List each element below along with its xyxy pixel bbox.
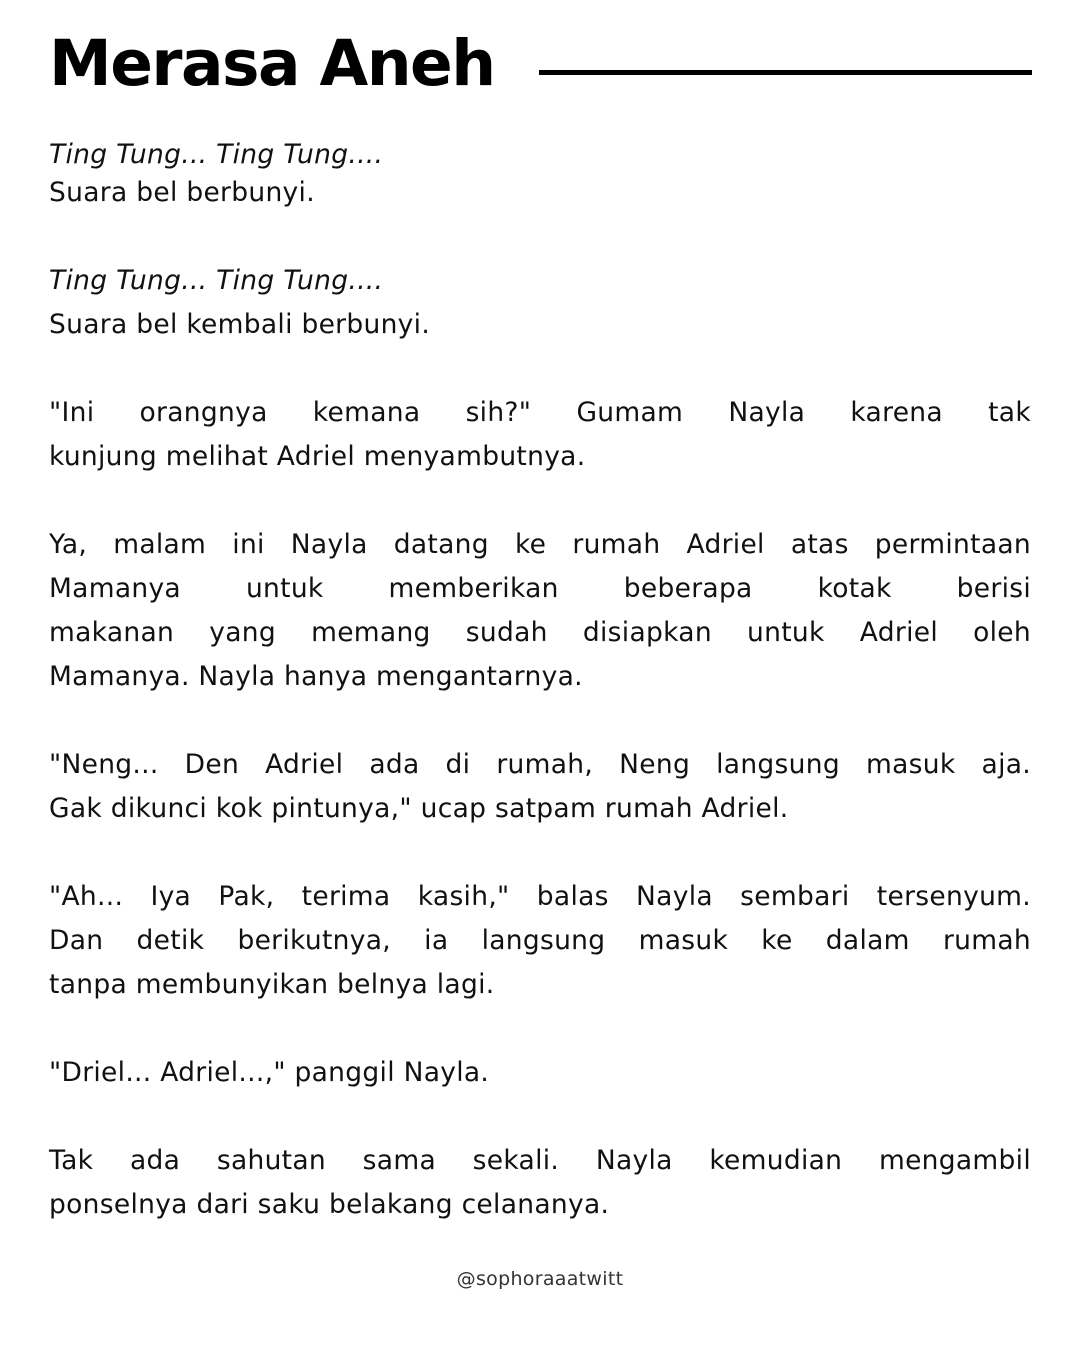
paragraph-line: kunjung melihat Adriel menyambutnya. bbox=[49, 441, 586, 472]
paragraph-gap bbox=[49, 1095, 1031, 1139]
paragraph-5 bbox=[49, 743, 1031, 831]
paragraph-gap bbox=[49, 1007, 1031, 1051]
story-body bbox=[49, 133, 1031, 1227]
narration-line: Suara bel berbunyi. bbox=[49, 177, 315, 208]
header bbox=[49, 22, 1032, 106]
story-block-2 bbox=[49, 259, 1031, 347]
paragraph-line: tanpa membunyikan belnya lagi. bbox=[49, 969, 495, 1000]
paragraph-4 bbox=[49, 523, 1031, 699]
paragraph-line: "Driel... Adriel...," panggil Nayla. bbox=[49, 1057, 490, 1088]
paragraph-line: Mamanya untuk memberikan beberapa kotak berisi bbox=[49, 573, 1031, 604]
sound-effect-text: Ting Tung... Ting Tung.... bbox=[49, 139, 384, 170]
title-rule-divider bbox=[539, 70, 1032, 75]
page-title: Merasa Aneh bbox=[49, 27, 495, 100]
narration-line: Suara bel kembali berbunyi. bbox=[49, 309, 431, 340]
paragraph-line: makanan yang memang sudah disiapkan untuk Adriel oleh bbox=[49, 617, 1031, 648]
paragraph-gap bbox=[49, 215, 1031, 259]
paragraph-line: "Ini orangnya kemana sih?" Gumam Nayla karena tak bbox=[49, 397, 1031, 428]
paragraph-line: Dan detik berikutnya, ia langsung masuk ke dalam rumah bbox=[49, 925, 1031, 956]
paragraph-gap bbox=[49, 479, 1031, 523]
author-handle: @sophoraaatwitt bbox=[456, 1268, 624, 1290]
paragraph-line: ponselnya dari saku belakang celananya. bbox=[49, 1189, 610, 1220]
sound-effect-text: Ting Tung... Ting Tung.... bbox=[49, 265, 384, 296]
story-block-1 bbox=[49, 133, 1031, 215]
paragraph-6 bbox=[49, 875, 1031, 1007]
paragraph-gap bbox=[49, 831, 1031, 875]
paragraph-line: Gak dikunci kok pintunya," ucap satpam rumah Adriel. bbox=[49, 793, 789, 824]
paragraph-line: Ya, malam ini Nayla datang ke rumah Adriel atas permintaan bbox=[49, 529, 1031, 560]
paragraph-8 bbox=[49, 1139, 1031, 1227]
paragraph-gap bbox=[49, 347, 1031, 391]
paragraph-line: "Neng... Den Adriel ada di rumah, Neng langsung masuk aja. bbox=[49, 749, 1031, 780]
paragraph-gap bbox=[49, 699, 1031, 743]
paragraph-line: Tak ada sahutan sama sekali. Nayla kemudian mengambil bbox=[49, 1145, 1031, 1176]
paragraph-3 bbox=[49, 391, 1031, 479]
paragraph-line: "Ah... Iya Pak, terima kasih," balas Nayla sembari tersenyum. bbox=[49, 881, 1031, 912]
paragraph-line: Mamanya. Nayla hanya mengantarnya. bbox=[49, 661, 583, 692]
paragraph-7 bbox=[49, 1051, 1031, 1095]
